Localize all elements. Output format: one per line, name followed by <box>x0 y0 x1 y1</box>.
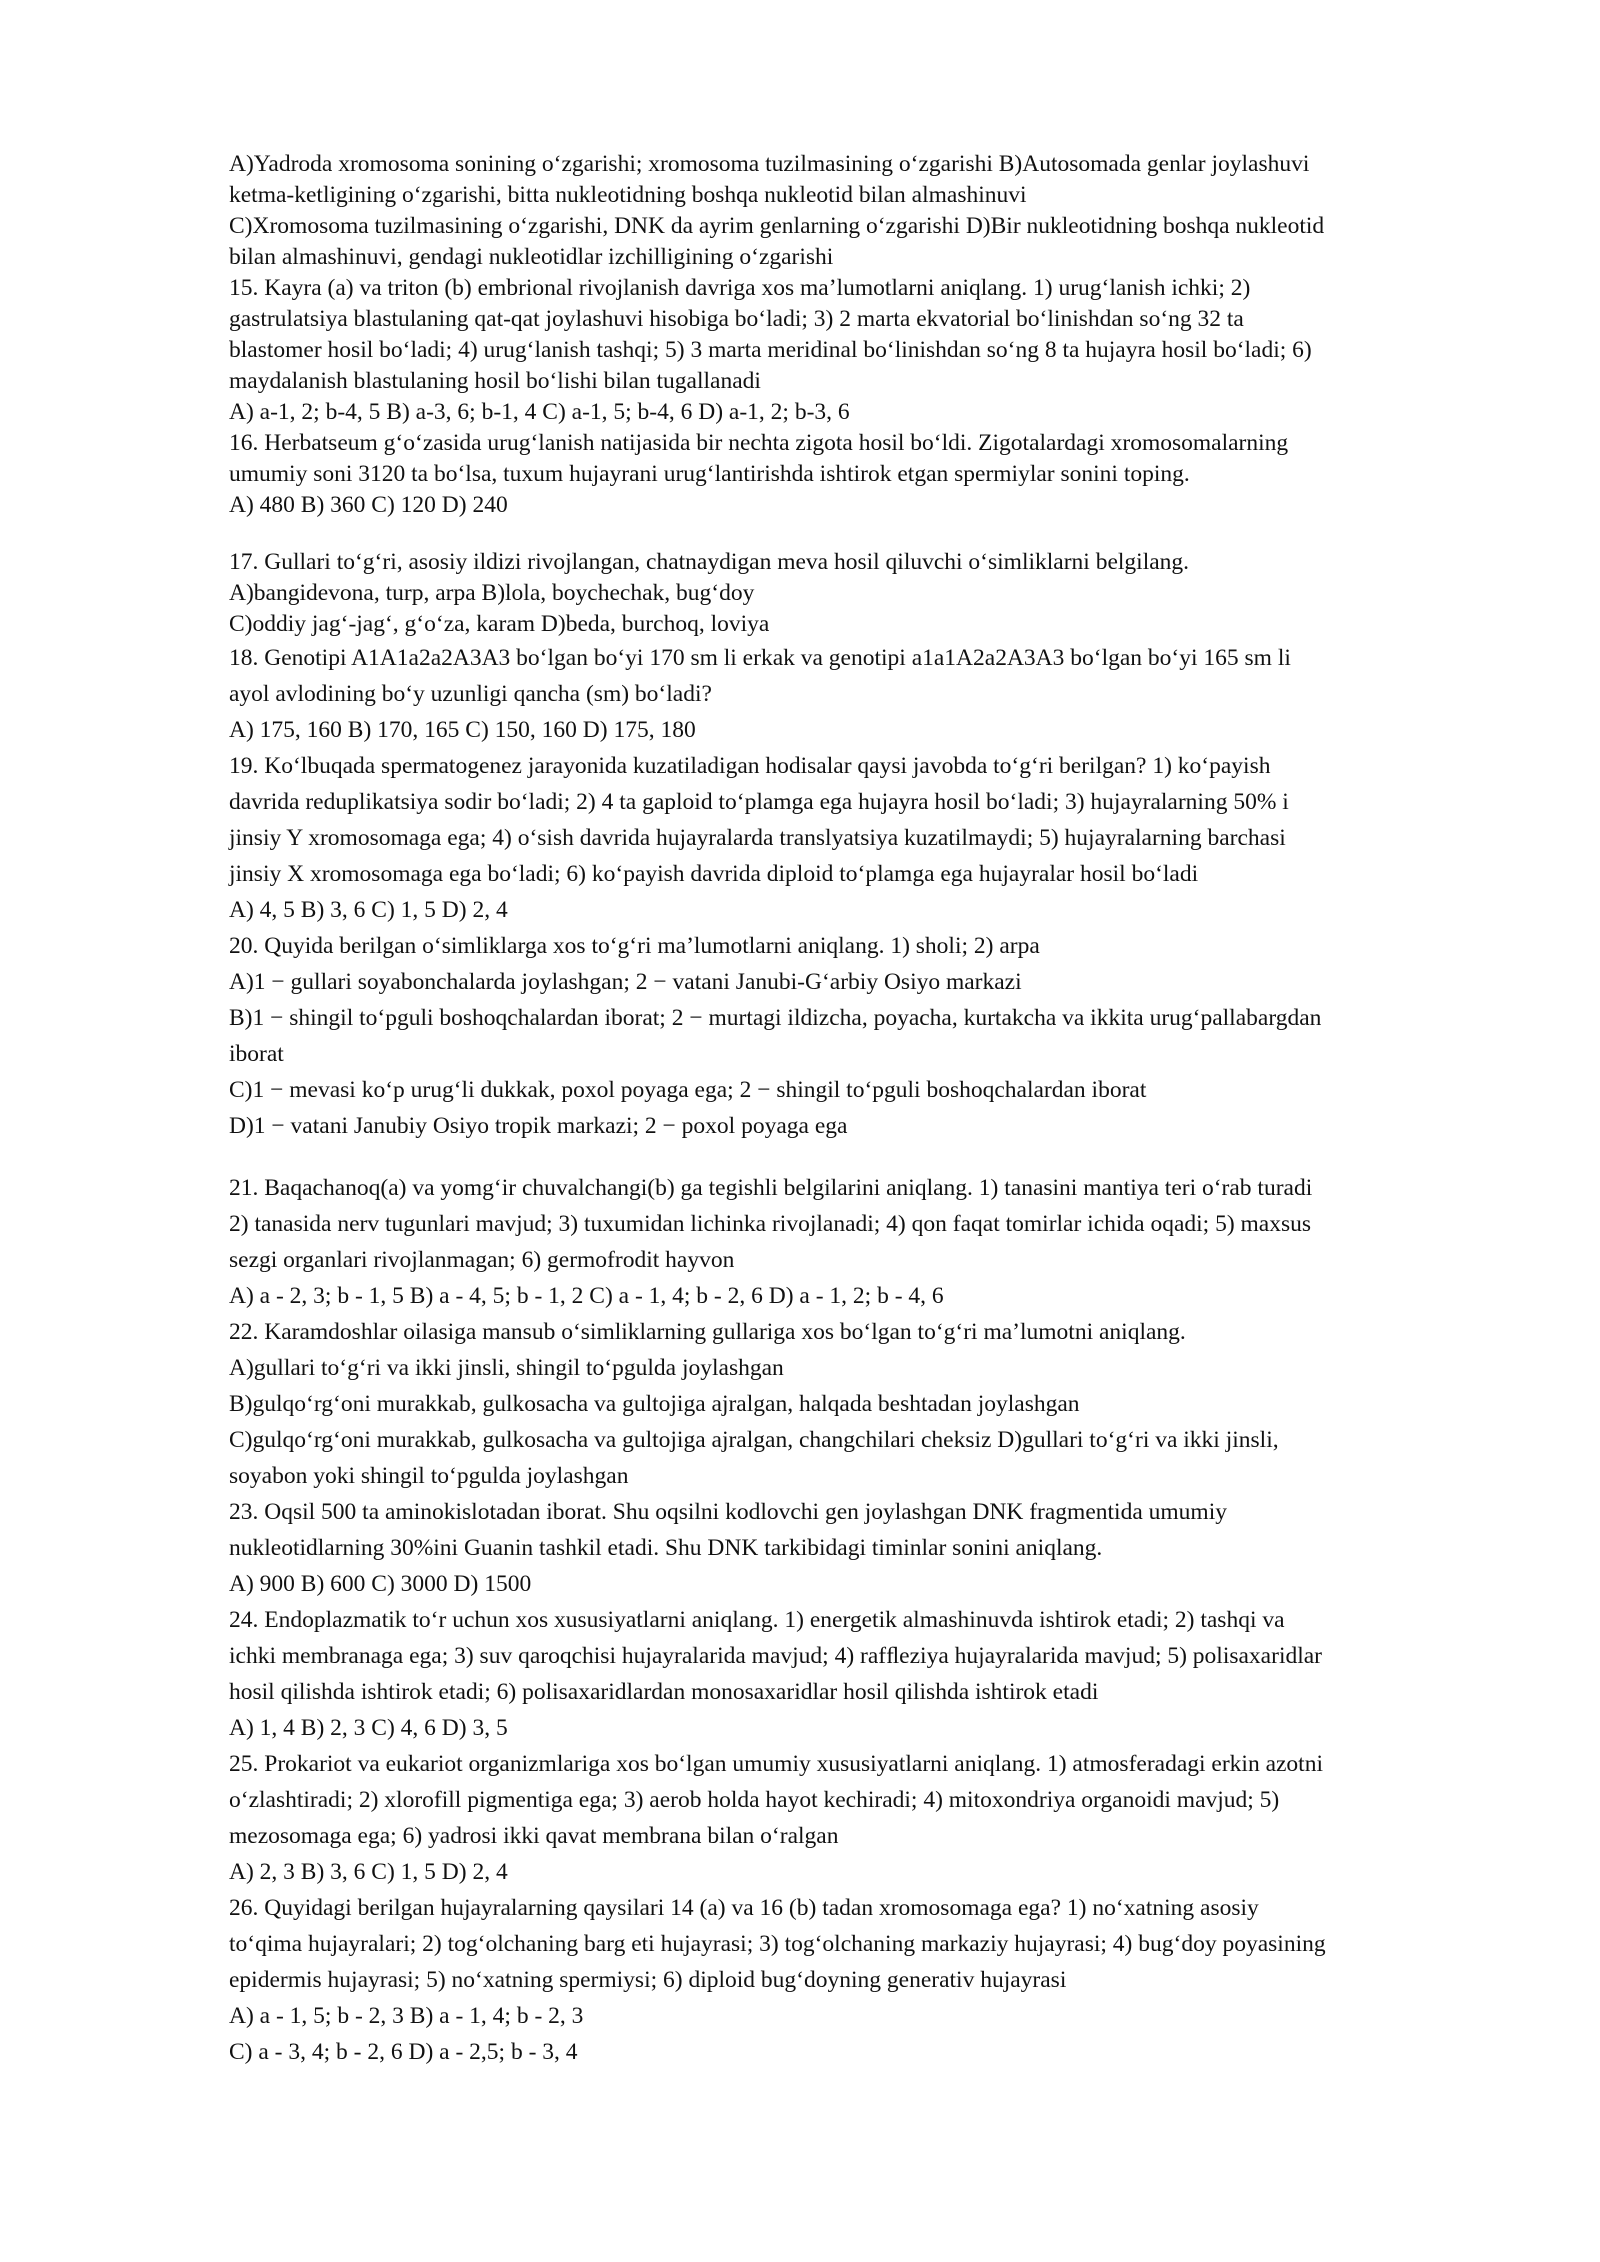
paragraph-gap <box>229 1144 1494 1170</box>
text-line: A) 2, 3 B) 3, 6 C) 1, 5 D) 2, 4 <box>229 1859 508 1885</box>
text-line: 22. Karamdoshlar oilasiga mansub o‘simliklarning gullariga xos bo‘lgan to‘g‘ri ma’lumotni aniqlang. <box>229 1319 1186 1345</box>
text-line: ichki membranaga ega; 3) suv qaroqchisi hujayralarida mavjud; 4) rafﬂeziya hujayralarida mavjud; 5) polisaxaridlar <box>229 1643 1323 1669</box>
text-line: hosil qilishda ishtirok etadi; 6) polisaxaridlardan monosaxaridlar hosil qilishda ishtirok etadi <box>229 1679 1099 1705</box>
text-line: bilan almashinuvi, gendagi nukleotidlar izchilligining o‘zgarishi <box>229 244 834 270</box>
document-page <box>229 149 1494 2070</box>
text-line: A)1 − gullari soyabonchalarda joylashgan; 2 − vatani Janubi-G‘arbiy Osiyo markazi <box>229 969 1022 995</box>
text-line: jinsiy X xromosomaga ega bo‘ladi; 6) ko‘payish davrida diploid to‘plamga ega hujayralar hosil bo‘ladi <box>229 861 1199 887</box>
text-line: B)gulqo‘rg‘oni murakkab, gulkosacha va gultojiga ajralgan, halqada beshtadan joylashgan <box>229 1391 1080 1417</box>
text-line: 18. Genotipi A1A1a2a2A3A3 bo‘lgan bo‘yi 170 sm li erkak va genotipi a1a1A2a2A3A3 bo‘lgan bo‘yi 165 sm li <box>229 645 1291 671</box>
text-line: 23. Oqsil 500 ta aminokislotadan iborat. Shu oqsilni kodlovchi gen joylashgan DNK fragmentida umumiy <box>229 1499 1227 1525</box>
text-line: umumiy soni 3120 ta bo‘lsa, tuxum hujayrani urug‘lantirishda ishtirok etgan spermiylar sonini toping. <box>229 461 1190 487</box>
text-line: A) a - 1, 5; b - 2, 3 B) a - 1, 4; b - 2, 3 <box>229 2003 584 2029</box>
text-line: nukleotidlarning 30%ini Guanin tashkil etadi. Shu DNK tarkibidagi timinlar sonini aniqlang. <box>229 1535 1103 1561</box>
text-line: ayol avlodining bo‘y uzunligi qancha (sm) bo‘ladi? <box>229 681 712 707</box>
text-line: A) a-1, 2; b-4, 5 B) a-3, 6; b-1, 4 C) a-1, 5; b-4, 6 D) a-1, 2; b-3, 6 <box>229 399 850 425</box>
text-line: A)Yadroda xromosoma sonining o‘zgarishi; xromosoma tuzilmasining o‘zgarishi B)Autosomada genlar joylashuvi <box>229 151 1310 177</box>
text-line: maydalanish blastulaning hosil bo‘lishi bilan tugallanadi <box>229 368 761 394</box>
text-line: sezgi organlari rivojlanmagan; 6) germofrodit hayvon <box>229 1247 735 1273</box>
text-block-questions-21-26 <box>229 1170 1494 2070</box>
text-line: 20. Quyida berilgan o‘simliklarga xos to‘g‘ri ma’lumotlarni aniqlang. 1) sholi; 2) arpa <box>229 933 1040 959</box>
text-line: C) a - 3, 4; b - 2, 6 D) a - 2,5; b - 3, 4 <box>229 2039 578 2065</box>
text-line: mezosomaga ega; 6) yadrosi ikki qavat membrana bilan o‘ralgan <box>229 1823 839 1849</box>
text-line: D)1 − vatani Janubiy Osiyo tropik markazi; 2 − poxol poyaga ega <box>229 1113 848 1139</box>
text-line: C)oddiy jag‘-jag‘, g‘o‘za, karam D)beda, burchoq, loviya <box>229 611 770 637</box>
text-line: o‘zlashtiradi; 2) xlorofill pigmentiga ega; 3) aerob holda hayot kechiradi; 4) mitoxondriya organoidi mavjud; 5) <box>229 1787 1280 1813</box>
text-line: A)gullari to‘g‘ri va ikki jinsli, shingil to‘pgulda joylashgan <box>229 1355 784 1381</box>
text-line: iborat <box>229 1041 284 1067</box>
text-line: soyabon yoki shingil to‘pgulda joylashgan <box>229 1463 629 1489</box>
text-line: 19. Ko‘lbuqada spermatogenez jarayonida kuzatiladigan hodisalar qaysi javobda to‘g‘ri berilgan? 1) ko‘payish <box>229 753 1271 779</box>
text-line: A) 175, 160 B) 170, 165 C) 150, 160 D) 175, 180 <box>229 717 696 743</box>
text-line: A) 1, 4 B) 2, 3 C) 4, 6 D) 3, 5 <box>229 1715 508 1741</box>
text-line: C)Xromosoma tuzilmasining o‘zgarishi, DNK da ayrim genlarning o‘zgarishi D)Bir nukleotidning boshqa nukleotid <box>229 213 1325 239</box>
text-line: epidermis hujayrasi; 5) no‘xatning spermiysi; 6) diploid bug‘doyning generativ hujayrasi <box>229 1967 1067 1993</box>
text-line: jinsiy Y xromosomaga ega; 4) o‘sish davrida hujayralarda translyatsiya kuzatilmaydi; 5) hujayralarning barchasi <box>229 825 1286 851</box>
paragraph-gap <box>229 521 1494 547</box>
text-line: 25. Prokariot va eukariot organizmlariga xos bo‘lgan umumiy xususiyatlarni aniqlang. 1) atmosferadagi erkin azotni <box>229 1751 1323 1777</box>
text-block-questions-18-20 <box>229 640 1494 1144</box>
text-line: A) 900 B) 600 C) 3000 D) 1500 <box>229 1571 532 1597</box>
text-line: 15. Kayra (a) va triton (b) embrional rivojlanish davriga xos ma’lumotlarni aniqlang. 1) urug‘lanish ichki; 2) <box>229 275 1251 301</box>
text-line: A) 4, 5 B) 3, 6 C) 1, 5 D) 2, 4 <box>229 897 508 923</box>
text-line: 16. Herbatseum g‘o‘zasida urug‘lanish natijasida bir nechta zigota hosil bo‘ldi. Zigotalardagi xromosomalarning <box>229 430 1289 456</box>
text-line: davrida reduplikatsiya sodir bo‘ladi; 2) 4 ta gaploid to‘plamga ega hujayra hosil bo‘ladi; 3) hujayralarning 50% i <box>229 789 1289 815</box>
text-line: 17. Gullari to‘g‘ri, asosiy ildizi rivojlangan, chatnaydigan meva hosil qiluvchi o‘simliklarni belgilang. <box>229 549 1190 575</box>
text-line: B)1 − shingil to‘pguli boshoqchalardan iborat; 2 − murtagi ildizcha, poyacha, kurtakcha va ikkita urug‘pallabargdan <box>229 1005 1322 1031</box>
text-line: C)1 − mevasi ko‘p urug‘li dukkak, poxol poyaga ega; 2 − shingil to‘pguli boshoqchalardan iborat <box>229 1077 1147 1103</box>
text-line: 2) tanasida nerv tugunlari mavjud; 3) tuxumidan lichinka rivojlanadi; 4) qon faqat tomirlar ichida oqadi; 5) maxsus <box>229 1211 1312 1237</box>
text-block-questions-14-16 <box>229 149 1494 521</box>
text-line: A) a - 2, 3; b - 1, 5 B) a - 4, 5; b - 1, 2 C) a - 1, 4; b - 2, 6 D) a - 1, 2; b - 4, 6 <box>229 1283 944 1309</box>
text-line: gastrulatsiya blastulaning qat-qat joylashuvi hisobiga bo‘ladi; 3) 2 marta ekvatorial bo‘linishdan so‘ng 32 ta <box>229 306 1244 332</box>
text-line: 26. Quyidagi berilgan hujayralarning qaysilari 14 (a) va 16 (b) tadan xromosomaga ega? 1) no‘xatning asosiy <box>229 1895 1259 1921</box>
text-line: A)bangidevona, turp, arpa B)lola, boychechak, bug‘doy <box>229 580 755 606</box>
text-line: C)gulqo‘rg‘oni murakkab, gulkosacha va gultojiga ajralgan, changchilari cheksiz D)gullari to‘g‘ri va ikki jinsli, <box>229 1427 1279 1453</box>
text-line: 21. Baqachanoq(a) va yomg‘ir chuvalchangi(b) ga tegishli belgilarini aniqlang. 1) tanasini mantiya teri o‘rab turadi <box>229 1175 1313 1201</box>
text-line: A) 480 B) 360 C) 120 D) 240 <box>229 492 508 518</box>
text-block-question-17 <box>229 547 1494 640</box>
text-line: to‘qima hujayralari; 2) tog‘olchaning barg eti hujayrasi; 3) tog‘olchaning markaziy hujayrasi; 4) bug‘doy poyasining <box>229 1931 1326 1957</box>
text-line: blastomer hosil bo‘ladi; 4) urug‘lanish tashqi; 5) 3 marta meridinal bo‘linishdan so‘ng 8 ta hujayra hosil bo‘ladi; 6) <box>229 337 1312 363</box>
text-line: 24. Endoplazmatik to‘r uchun xos xususiyatlarni aniqlang. 1) energetik almashinuvda ishtirok etadi; 2) tashqi va <box>229 1607 1285 1633</box>
text-line: ketma-ketligining o‘zgarishi, bitta nukleotidning boshqa nukleotid bilan almashinuvi <box>229 182 1027 208</box>
